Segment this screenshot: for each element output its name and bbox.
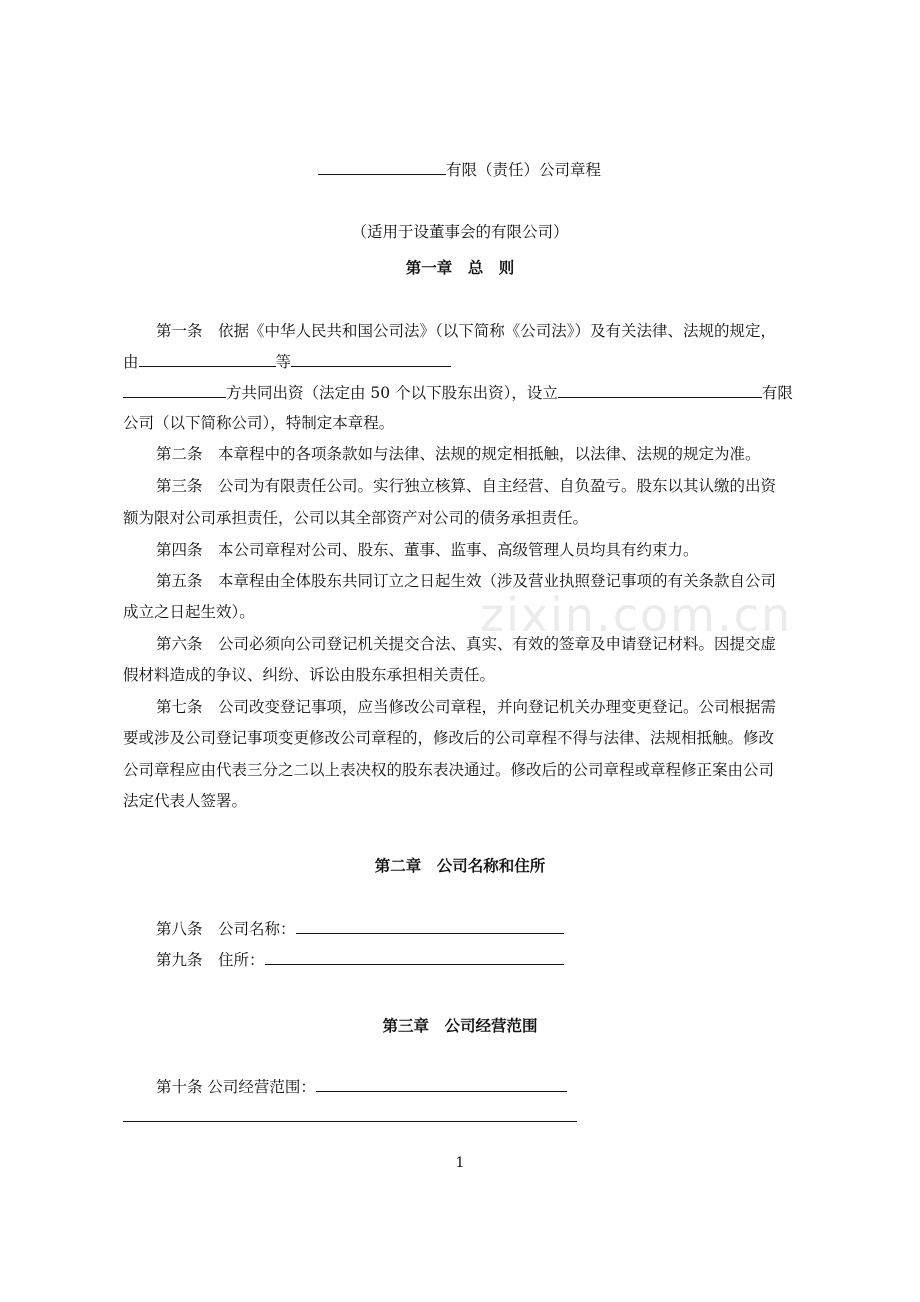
article-3-line-1: 第三条 公司为有限责任公司。实行独立核算、自主经营、自负盈亏。股东以其认缴的出资 [156, 477, 777, 495]
company-name-blank-2 [558, 396, 762, 398]
article-2: 第二条 本章程中的各项条款如与法律、法规的规定相抵触，以法律、法规的规定为准。 [156, 445, 761, 463]
document-title [318, 158, 601, 180]
shareholder-count-blank [123, 396, 226, 398]
address-field-line [265, 963, 564, 965]
company-name-field-line [296, 932, 564, 934]
article-8: 第八条 公司名称： [156, 917, 564, 939]
chapter-2-heading: 第二章 公司名称和住所 [374, 857, 546, 875]
article-9: 第九条 住所： [156, 948, 564, 970]
article-6-line-1: 第六条 公司必须向公司登记机关提交合法、真实、有效的签章及申请登记材料。因提交虚 [156, 635, 777, 653]
shareholder-blank-2 [291, 365, 451, 367]
article-1-line-2: 由 等 [123, 350, 451, 372]
business-scope-continuation-line [123, 1121, 577, 1122]
article-7-line-4: 法定代表人签署。 [123, 792, 248, 810]
article-10: 第十条 公司经营范围： [156, 1075, 567, 1097]
watermark: zixin.com.cn [480, 588, 793, 642]
document-subtitle: （适用于设董事会的有限公司） [351, 223, 569, 241]
business-scope-field-line [316, 1090, 567, 1092]
company-name-blank [318, 173, 446, 175]
article-6-line-2: 假材料造成的争议、纠纷、诉讼由股东承担相关责任。 [123, 666, 496, 684]
article-7-line-3: 公司章程应由代表三分之二以上表决权的股东表决通过。修改后的公司章程或章程修正案由公司 [123, 761, 775, 779]
page-number: 1 [455, 1155, 465, 1171]
chapter-3-heading: 第三章 公司经营范围 [382, 1017, 538, 1035]
article-5-line-1: 第五条 本章程由全体股东共同订立之日起生效（涉及营业执照登记事项的有关条款自公司 [156, 572, 777, 590]
article-5-line-2: 成立之日起生效）。 [123, 603, 255, 621]
article-3-line-2: 额为限对公司承担责任，公司以其全部资产对公司的债务承担责任。 [123, 509, 589, 527]
article-4: 第四条 本公司章程对公司、股东、董事、监事、高级管理人员均具有约束力。 [156, 541, 699, 559]
chapter-1-heading: 第一章 总 则 [405, 259, 515, 277]
article-7-line-1: 第七条 公司改变登记事项，应当修改公司章程，并向登记机关办理变更登记。公司根据需 [156, 698, 777, 716]
title-text: 有限（责任）公司章程 [446, 161, 602, 179]
article-1-line-1: 第一条 依据《中华人民共和国公司法》（以下简称《公司法》）及有关法律、法规的规定， [156, 322, 777, 340]
article-1-line-3: 方共同出资（法定由 50 个以下股东出资），设立 有限 [123, 381, 793, 403]
article-7-line-2: 要或涉及公司登记事项变更修改公司章程的，修改后的公司章程不得与法律、法规相抵触。修改 [123, 729, 775, 747]
shareholder-blank-1 [139, 365, 276, 367]
article-1-line-4: 公司（以下简称公司），特制定本章程。 [123, 414, 395, 432]
